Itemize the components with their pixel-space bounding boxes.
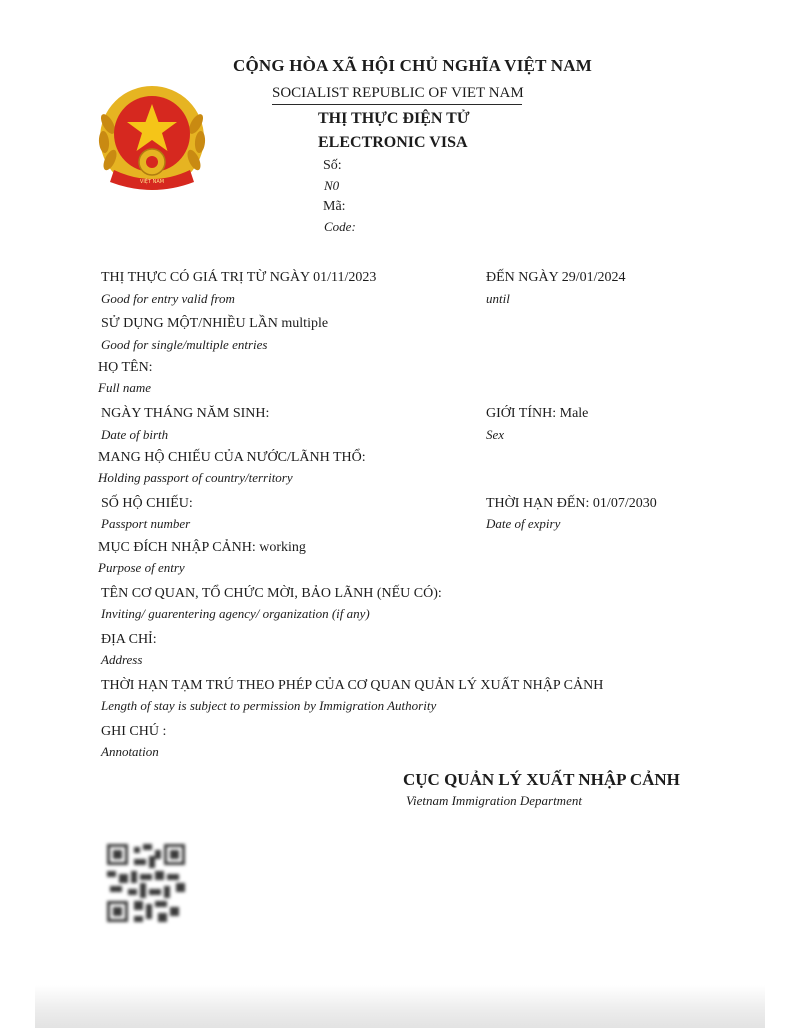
- address-en: Address: [101, 652, 143, 667]
- valid-until-vn: ĐẾN NGÀY 29/01/2024: [486, 270, 626, 285]
- purpose-en: Purpose of entry: [98, 560, 185, 575]
- valid-from-vn: THỊ THỰC CÓ GIÁ TRỊ TỪ NGÀY 01/11/2023: [101, 270, 377, 285]
- passport-number-vn: SỐ HỘ CHIẾU:: [101, 496, 193, 511]
- agency-vn: TÊN CƠ QUAN, TỔ CHỨC MỜI, BẢO LÃNH (NẾU CÓ):: [101, 586, 442, 601]
- country-name-en: SOCIALIST REPUBLIC OF VIET NAM: [272, 85, 524, 101]
- stay-en: Length of stay is subject to permission by Immigration Authority: [101, 698, 437, 713]
- code-label-en: Code:: [324, 219, 356, 234]
- expiry-en: Date of expiry: [486, 516, 561, 531]
- passport-country-en: Holding passport of country/territory: [98, 470, 293, 485]
- emblem-ribbon-text: VIỆT NAM: [139, 179, 165, 185]
- qr-code-icon: [107, 844, 185, 922]
- passport-number-en: Passport number: [101, 516, 191, 531]
- entries-en: Good for single/multiple entries: [101, 337, 268, 352]
- number-label-en: N0: [324, 178, 340, 193]
- valid-until-en: until: [486, 291, 510, 306]
- number-label-vn: Số:: [323, 158, 342, 173]
- annotation-en: Annotation: [101, 744, 159, 759]
- code-label-vn: Mã:: [323, 199, 346, 214]
- full-name-vn: HỌ TÊN:: [98, 360, 153, 375]
- passport-country-vn: MANG HỘ CHIẾU CỦA NƯỚC/LÃNH THỔ:: [98, 450, 366, 465]
- header-underline: [272, 104, 522, 105]
- visa-title-vn: THỊ THỰC ĐIỆN TỬ: [318, 110, 470, 127]
- full-name-en: Full name: [98, 380, 152, 395]
- page-bottom-shadow: [35, 985, 765, 1028]
- department-en: Vietnam Immigration Department: [406, 793, 582, 808]
- address-vn: ĐỊA CHỈ:: [101, 632, 157, 647]
- country-name-vn: CỘNG HÒA XÃ HỘI CHỦ NGHĨA VIỆT NAM: [233, 56, 592, 75]
- visa-title-en: ELECTRONIC VISA: [318, 134, 468, 151]
- sex-en: Sex: [486, 427, 505, 442]
- entries-vn: SỬ DỤNG MỘT/NHIỀU LẦN multiple: [101, 316, 329, 331]
- agency-en: Inviting/ guarentering agency/ organization (if any): [101, 606, 370, 621]
- expiry-vn: THỜI HẠN ĐẾN: 01/07/2030: [486, 496, 657, 511]
- stay-vn: THỜI HẠN TẠM TRÚ THEO PHÉP CỦA CƠ QUAN QUẢN LÝ XUẤT NHẬP CẢNH: [101, 678, 604, 693]
- dob-vn: NGÀY THÁNG NĂM SINH:: [101, 406, 270, 421]
- valid-from-en: Good for entry valid from: [101, 291, 235, 306]
- department-vn: CỤC QUẢN LÝ XUẤT NHẬP CẢNH: [403, 770, 680, 789]
- annotation-vn: GHI CHÚ :: [101, 724, 167, 739]
- dob-en: Date of birth: [101, 427, 169, 442]
- purpose-vn: MỤC ĐÍCH NHẬP CẢNH: working: [98, 540, 306, 555]
- sex-vn: GIỚI TÍNH: Male: [486, 406, 589, 421]
